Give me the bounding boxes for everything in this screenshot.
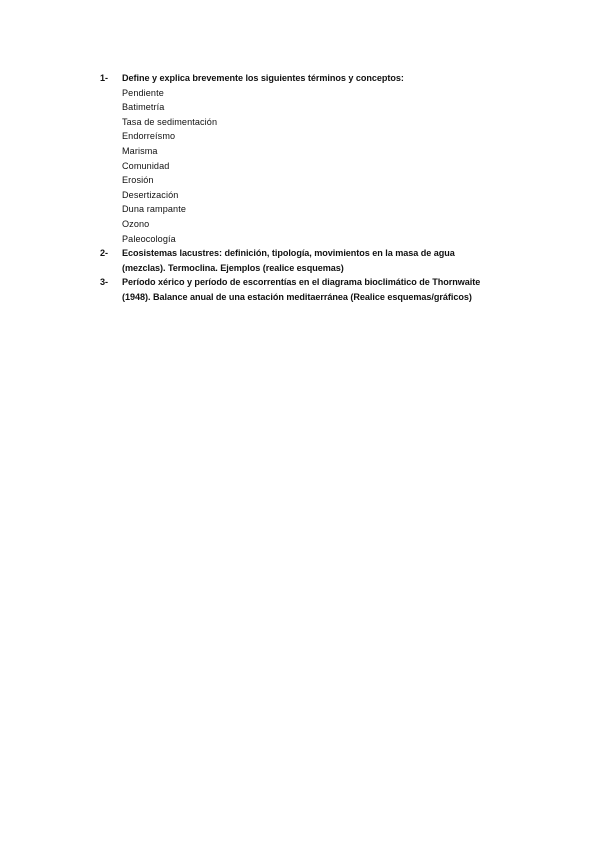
term-item: Comunidad — [122, 160, 170, 171]
question-2 — [100, 246, 520, 275]
term-item: Paleocología — [122, 233, 176, 244]
question-text-line: (mezclas). Termoclina. Ejemplos (realice esquemas) — [122, 262, 344, 273]
question-number: 1- — [100, 73, 108, 83]
term-item: Marisma — [122, 145, 158, 156]
question-number: 2- — [100, 248, 108, 259]
term-item: Endorreísmo — [122, 131, 176, 142]
term-item: Tasa de sedimentación — [122, 116, 218, 127]
term-list — [122, 86, 520, 247]
term-item: Desertización — [122, 189, 179, 200]
term-item: Erosión — [122, 175, 154, 186]
question-text: Define y explica brevemente los siguientes términos y conceptos: — [122, 73, 404, 83]
question-text-line: Período xérico y período de escorrentías en el diagrama bioclimático de Thornwaite — [122, 277, 481, 288]
term-item: Ozono — [122, 218, 150, 229]
question-1 — [100, 71, 520, 246]
term-item: Pendiente — [122, 87, 164, 98]
question-3 — [100, 275, 520, 304]
question-number: 3- — [100, 277, 108, 288]
term-item: Batimetría — [122, 102, 165, 113]
question-text-line: (1948). Balance anual de una estación meditaerránea (Realice esquemas/gráficos) — [122, 291, 472, 302]
term-item: Duna rampante — [122, 204, 186, 215]
question-list — [100, 71, 520, 305]
question-text-line: Ecosistemas lacustres: definición, tipología, movimientos en la masa de agua — [122, 248, 455, 259]
